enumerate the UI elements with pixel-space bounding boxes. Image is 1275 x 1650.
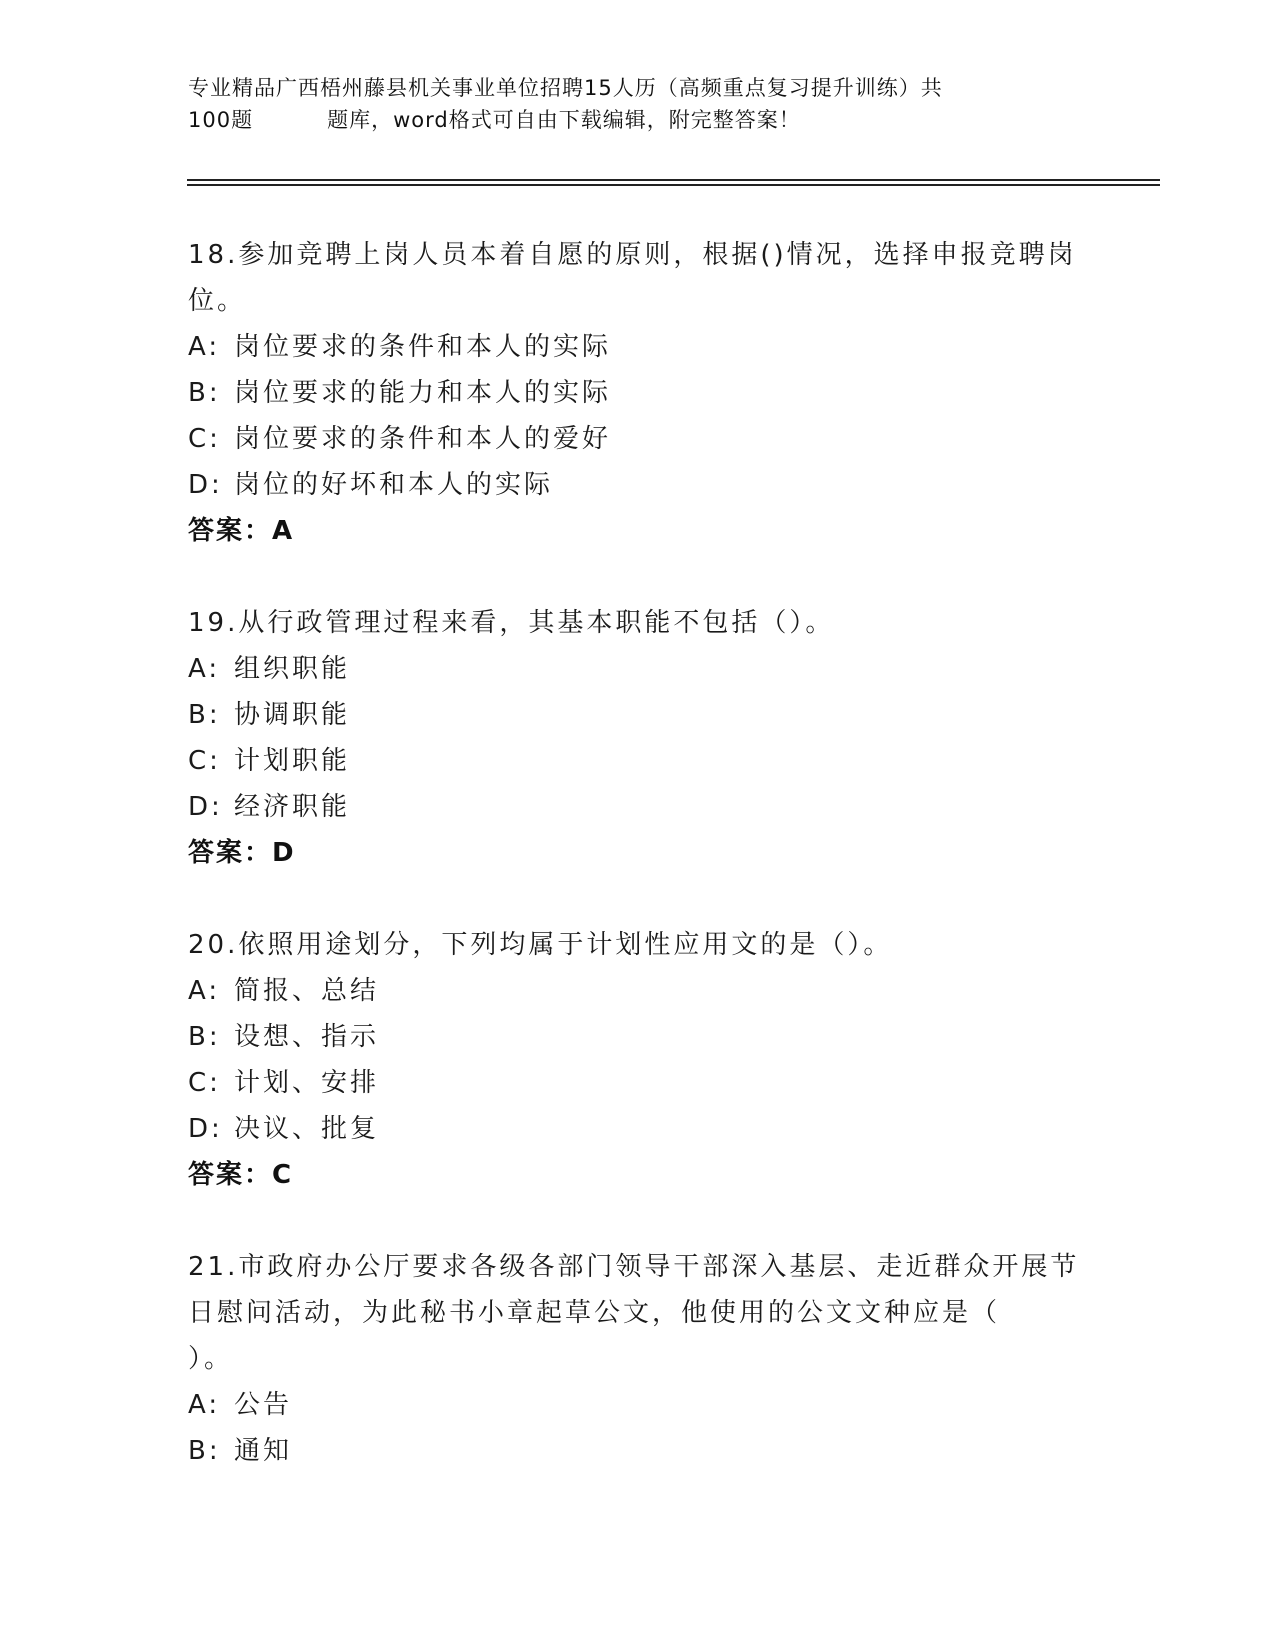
option-key: D:	[188, 1114, 223, 1144]
option-key: C:	[188, 1068, 221, 1098]
page-header	[188, 72, 1088, 136]
question-text-line: 日慰问活动，为此秘书小章起草公文，他使用的公文文种应是（	[188, 1298, 1001, 1328]
header-title-line1: 专业精品广西梧州藤县机关事业单位招聘15人历（高频重点复习提升训练）共	[188, 76, 943, 100]
option-c	[188, 416, 1088, 462]
header-question-count: 100题	[188, 108, 254, 132]
header-title-line2	[188, 104, 1088, 136]
option-key: B:	[188, 1022, 221, 1052]
option-key: A:	[188, 1390, 221, 1420]
option-key: A:	[188, 654, 221, 684]
option-text: 岗位要求的能力和本人的实际	[234, 378, 612, 408]
question-text-line: 18.参加竞聘上岗人员本着自愿的原则，根据()情况，选择申报竞聘岗	[188, 240, 1077, 270]
header-divider-top	[187, 179, 1160, 181]
option-key: B:	[188, 378, 221, 408]
option-text: 组织职能	[234, 654, 351, 684]
question-item	[188, 600, 1088, 876]
option-key: A:	[188, 976, 221, 1006]
option-a	[188, 1382, 1088, 1428]
option-text: 岗位的好坏和本人的实际	[234, 470, 554, 500]
option-text: 经济职能	[234, 792, 351, 822]
option-c	[188, 1060, 1088, 1106]
option-text: 岗位要求的条件和本人的爱好	[234, 424, 612, 454]
option-c	[188, 738, 1088, 784]
question-text-line: 20.依照用途划分，下列均属于计划性应用文的是（）。	[188, 930, 893, 960]
header-divider-bottom	[187, 184, 1160, 186]
question-text-line: ）。	[188, 1344, 234, 1374]
question-text-line: 21.市政府办公厅要求各级各部门领导干部深入基层、走近群众开展节	[188, 1252, 1080, 1282]
option-a	[188, 968, 1088, 1014]
option-key: B:	[188, 700, 221, 730]
answer-text: 答案：A	[188, 516, 295, 546]
option-d	[188, 784, 1088, 830]
question-text-line: 位。	[188, 286, 247, 316]
option-text: 计划、安排	[234, 1068, 380, 1098]
option-b	[188, 370, 1088, 416]
option-key: D:	[188, 470, 223, 500]
option-key: C:	[188, 746, 221, 776]
option-key: A:	[188, 332, 221, 362]
question-text-line: 19.从行政管理过程来看，其基本职能不包括（）。	[188, 608, 835, 638]
option-key: D:	[188, 792, 223, 822]
option-a	[188, 646, 1088, 692]
header-description: 题库，word格式可自由下载编辑，附完整答案！	[327, 108, 801, 132]
option-text: 公告	[234, 1390, 293, 1420]
option-text: 计划职能	[234, 746, 351, 776]
option-text: 协调职能	[234, 700, 351, 730]
question-item	[188, 232, 1088, 554]
option-text: 通知	[234, 1436, 293, 1466]
option-d	[188, 1106, 1088, 1152]
option-b	[188, 1428, 1088, 1474]
question-item	[188, 922, 1088, 1198]
option-text: 决议、批复	[234, 1114, 380, 1144]
option-b	[188, 1014, 1088, 1060]
option-text: 简报、总结	[234, 976, 380, 1006]
answer-text: 答案：C	[188, 1160, 294, 1190]
question-item	[188, 1244, 1088, 1474]
option-key: C:	[188, 424, 221, 454]
answer-text: 答案：D	[188, 838, 296, 868]
option-d	[188, 462, 1088, 508]
question-list	[188, 232, 1088, 1520]
option-text: 岗位要求的条件和本人的实际	[234, 332, 612, 362]
option-b	[188, 692, 1088, 738]
option-text: 设想、指示	[234, 1022, 380, 1052]
option-a	[188, 324, 1088, 370]
option-key: B:	[188, 1436, 221, 1466]
